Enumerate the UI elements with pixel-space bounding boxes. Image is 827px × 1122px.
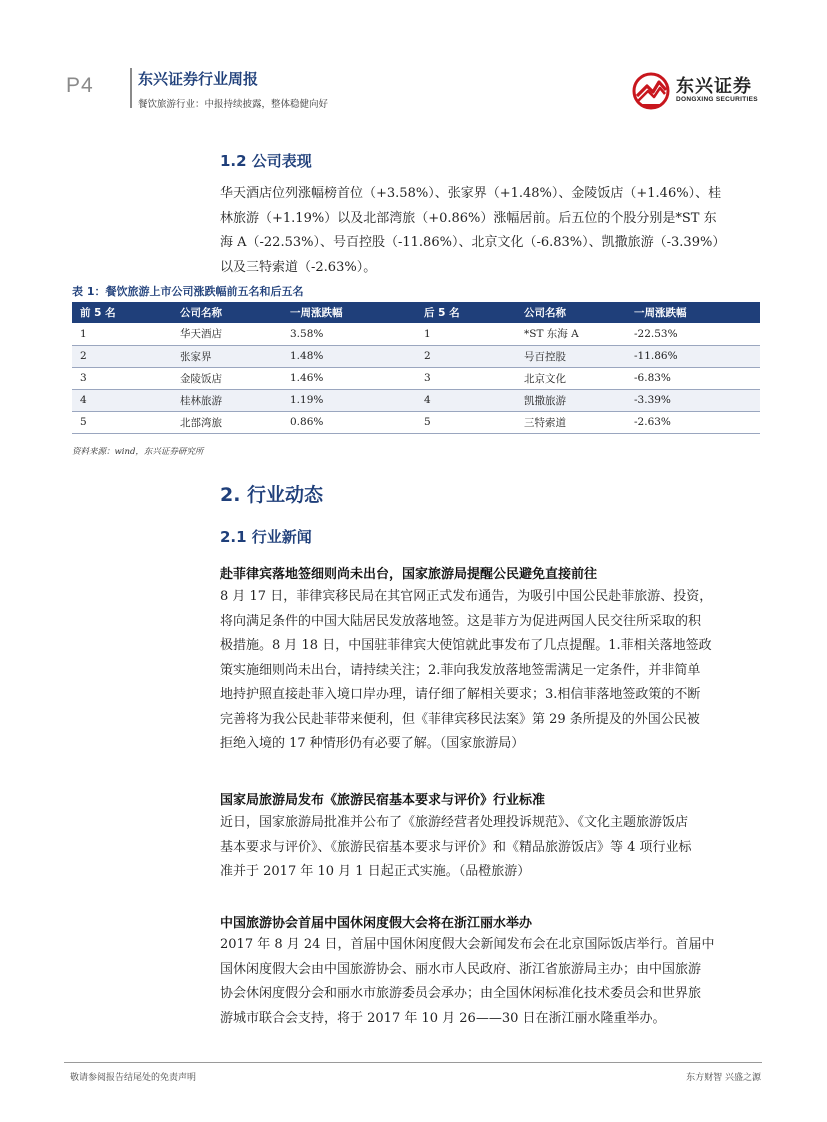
news-title: 国家局旅游局发布《旅游民宿基本要求与评价》行业标准 (220, 793, 546, 808)
paragraph-line: 基本要求与评价》、《旅游民宿基本要求与评价》和《精品旅游饭店》等 4 项行业标 (220, 839, 692, 855)
section-heading-industry-news: 2. 行业动态 (220, 484, 324, 506)
table-header-cell: 一周涨跌幅 (282, 302, 416, 323)
news-title: 中国旅游协会首届中国休闲度假大会将在浙江丽水举办 (220, 916, 533, 931)
table-row (72, 345, 760, 367)
paragraph-line: 8 月 17 日，菲律宾移民局在其官网正式发布通告，为吸引中国公民赴菲旅游、投资， (220, 589, 713, 604)
table-cell: 1.19% (282, 389, 416, 411)
table-cell: 张家界 (172, 345, 282, 367)
table-cell: 4 (416, 389, 516, 411)
paragraph-line: 近日，国家旅游局批准并公布了《旅游经营者处理投诉规范》、《文化主题旅游饭店 (220, 815, 689, 830)
report-subtitle: 餐饮旅游行业：中报持续披露，整体稳健向好 (138, 99, 329, 110)
table-cell: -2.63% (626, 411, 760, 433)
table-row (72, 323, 760, 345)
footer-divider (64, 1062, 762, 1063)
table-cell: 3 (416, 367, 516, 389)
table-cell: 0.86% (282, 411, 416, 433)
header-divider (130, 68, 132, 108)
table-cell: 北京文化 (516, 367, 626, 389)
news-body (220, 585, 760, 757)
table-row (72, 411, 760, 433)
table-cell: 1 (416, 323, 516, 345)
footer-disclaimer: 敬请参阅报告结尾处的免责声明 (70, 1073, 197, 1083)
table-cell: -11.86% (626, 345, 760, 367)
table-cell: -6.83% (626, 367, 760, 389)
paragraph-line: 完善将为我公民赴菲带来便利，但《菲律宾移民法案》第 29 条所提及的外国公民被 (220, 711, 700, 727)
table-header-cell: 公司名称 (516, 302, 626, 323)
table-cell: 5 (416, 411, 516, 433)
page-number: P4 (66, 74, 94, 97)
section-heading-company-performance: 1.2 公司表现 (220, 152, 312, 170)
paragraph-line: 游城市联合会支持，将于 2017 年 10 月 26——30 日在浙江丽水隆重举办。 (220, 1010, 666, 1026)
table-row (72, 367, 760, 389)
table-cell: 桂林旅游 (172, 389, 282, 411)
footer-slogan: 东方财智 兴盛之源 (686, 1073, 761, 1083)
news-title: 赴菲律宾落地签细则尚未出台，国家旅游局提醒公民避免直接前往 (220, 567, 598, 582)
paragraph-line: 极措施。8 月 18 日，中国驻菲律宾大使馆就此事发布了几点提醒。1.菲相关落地签政 (220, 638, 712, 653)
table-cell: 4 (72, 389, 172, 411)
paragraph-line: 海 A（-22.53%）、号百控股（-11.86%）、北京文化（-6.83%）、凯撒旅游（-3.39%） (220, 235, 726, 250)
paragraph-line: 2017 年 8 月 24 日，首届中国休闲度假大会新闻发布会在北京国际饭店举行。首届中 (220, 937, 715, 952)
table-cell: 华天酒店 (172, 323, 282, 345)
table-header-cell: 公司名称 (172, 302, 282, 323)
paragraph-line: 华天酒店位列涨幅榜首位（+3.58%）、张家界（+1.48%）、金陵饭店（+1.46%）、桂 (220, 186, 722, 201)
table-cell: *ST 东海 A (516, 323, 626, 345)
table-cell: 三特索道 (516, 411, 626, 433)
table-cell: 1.46% (282, 367, 416, 389)
table-cell: 3 (72, 367, 172, 389)
dongxing-logo-icon (628, 70, 674, 110)
paragraph-line: 国休闲度假大会由中国旅游协会、丽水市人民政府、浙江省旅游局主办；由中国旅游 (220, 961, 702, 977)
table-caption: 表 1：餐饮旅游上市公司涨跌幅前五名和后五名 (72, 285, 304, 298)
paragraph-line: 将向满足条件的中国大陆居民发放落地签。这是菲方为促进两国人民交往所采取的积 (220, 613, 702, 629)
table-cell: 2 (416, 345, 516, 367)
table-row (72, 389, 760, 411)
table-cell: 北部湾旅 (172, 411, 282, 433)
table-cell: 号百控股 (516, 345, 626, 367)
table-cell: 1.48% (282, 345, 416, 367)
logo-text-cn: 东兴证券 (676, 76, 752, 97)
paragraph-line: 协会休闲度假分会和丽水市旅游委员会承办；由全国休闲标准化技术委员会和世界旅 (220, 986, 702, 1001)
table-cell: 金陵饭店 (172, 367, 282, 389)
company-performance-paragraph (220, 182, 760, 280)
logo-text-en: DONGXING SECURITIES (676, 96, 758, 103)
table-cell: 2 (72, 345, 172, 367)
table-cell: 凯撒旅游 (516, 389, 626, 411)
table-header-cell: 前 5 名 (72, 302, 172, 323)
company-logo (628, 70, 773, 110)
table-source-note: 资料来源：wind，东兴证券研究所 (72, 447, 204, 457)
paragraph-line: 地持护照直接赴菲入境口岸办理，请仔细了解相关要求；3.相信菲落地签政策的不断 (220, 687, 701, 702)
paragraph-line: 准并于 2017 年 10 月 1 日起正式实施。（品橙旅游） (220, 864, 531, 879)
table-header-cell: 一周涨跌幅 (626, 302, 760, 323)
news-body (220, 811, 760, 885)
report-title: 东兴证券行业周报 (138, 70, 259, 88)
paragraph-line: 拒绝入境的 17 种情形仍有必要了解。（国家旅游局） (220, 736, 525, 751)
table-cell: -22.53% (626, 323, 760, 345)
subsection-heading-news: 2.1 行业新闻 (220, 528, 312, 546)
table-cell: 5 (72, 411, 172, 433)
paragraph-line: 策实施细则尚未出台，请持续关注；2.菲向我发放落地签需满足一定条件，并非简单 (220, 662, 701, 678)
paragraph-line: 以及三特索道（-2.63%）。 (220, 259, 377, 275)
table-cell: -3.39% (626, 389, 760, 411)
table-cell: 3.58% (282, 323, 416, 345)
table-cell: 1 (72, 323, 172, 345)
table-header-cell: 后 5 名 (416, 302, 516, 323)
news-body (220, 933, 760, 1031)
page-header (58, 62, 768, 117)
performance-table (72, 302, 760, 434)
table-header-row (72, 302, 760, 323)
paragraph-line: 林旅游（+1.19%）以及北部湾旅（+0.86%）涨幅居前。后五位的个股分别是*ST 东 (220, 210, 717, 226)
